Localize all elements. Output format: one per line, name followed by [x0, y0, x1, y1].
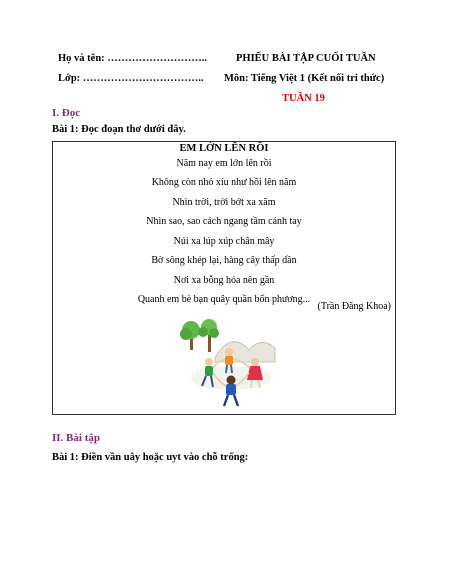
tree-icon: [198, 319, 219, 352]
subject-label: Môn: Tiếng Việt 1 (Kết nối tri thức): [224, 73, 385, 84]
name-field-label: Họ và tên: ………………………..: [58, 53, 208, 64]
section-exercise-heading: II. Bài tập: [52, 432, 100, 444]
worksheet-title: PHIẾU BÀI TẬP CUỐI TUẦN: [236, 53, 376, 64]
poem-author: (Trần Đăng Khoa): [317, 301, 391, 312]
poem-line: Nhìn trời, trời bớt xa xăm: [172, 197, 276, 208]
poem-box: [52, 141, 396, 415]
tree-icon: [180, 321, 200, 350]
poem-line: Không còn nhỏ xíu như hồi lên năm: [151, 177, 297, 188]
poem-line: Nơi xa bỗng hóa nên gần: [173, 275, 275, 286]
week-label: TUẦN 19: [282, 93, 325, 104]
poem-line: Bờ sông khép lại, hàng cây thấp dần: [151, 255, 297, 266]
exercise-task-instruction: Bài 1: Điền vần uây hoặc uyt vào chỗ trống:: [52, 452, 249, 463]
section-reading-heading: I. Đọc: [52, 107, 81, 119]
poem-line: Quanh em bè bạn quây quần bốn phương...: [137, 294, 311, 305]
poem-line: Năm nay em lớn lên rồi: [176, 158, 272, 169]
children-playing-illustration: [179, 318, 279, 412]
poem-title: EM LỚN LÊN RỒI: [179, 143, 269, 154]
reading-task-instruction: Bài 1: Đọc đoạn thơ dưới đây.: [52, 124, 186, 135]
class-field-label: Lớp: ……………………………..: [58, 73, 204, 84]
poem-line: Nhìn sao, sao cách ngang tầm cánh tay: [146, 216, 302, 227]
poem-line: Núi xa lúp xúp chân mây: [173, 236, 275, 247]
